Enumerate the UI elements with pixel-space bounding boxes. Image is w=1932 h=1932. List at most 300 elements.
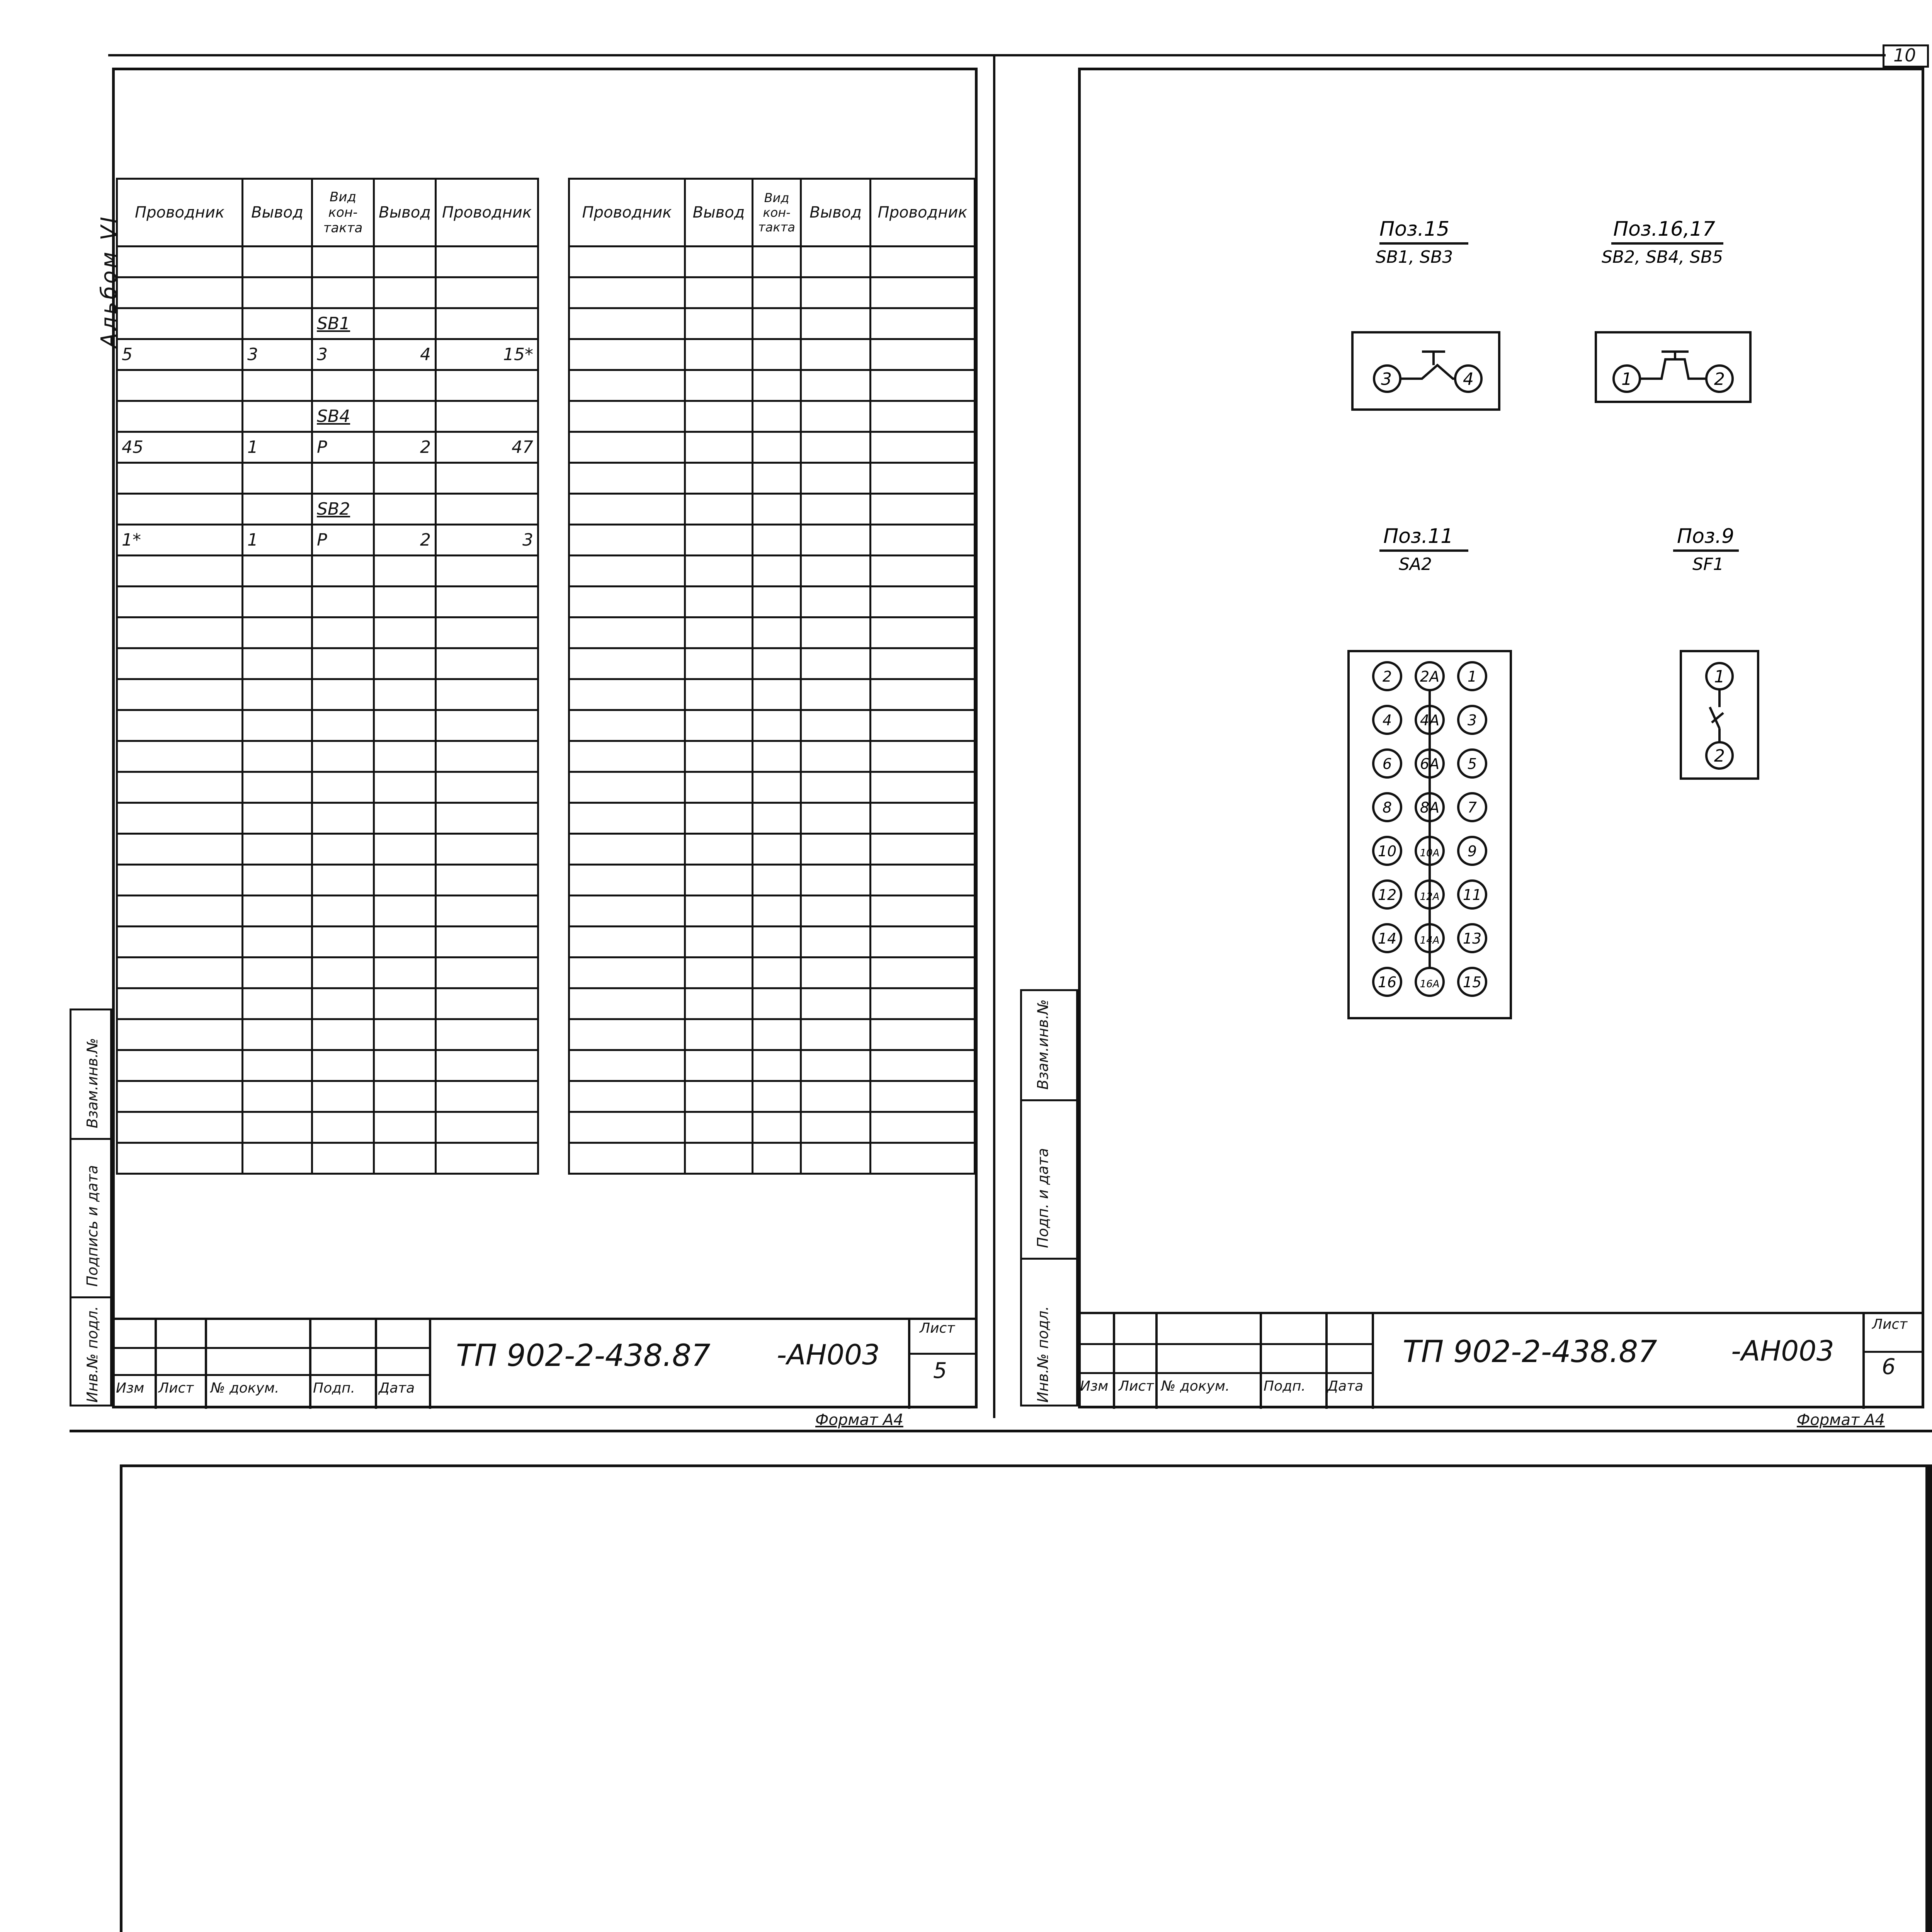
table-cell: SB2: [312, 494, 374, 525]
table-cell: [243, 1112, 312, 1143]
table-cell: [871, 556, 975, 587]
table-cell: [801, 865, 871, 896]
table-cell: [436, 803, 538, 834]
table-cell: [312, 1112, 374, 1143]
table-cell: [243, 401, 312, 432]
table-cell: [117, 927, 243, 957]
pos15-terminal-a: 3: [1381, 369, 1392, 389]
table-cell: [117, 401, 243, 432]
table-row: [117, 803, 538, 834]
table-row: [569, 494, 975, 525]
pos9-terminal-b: 2: [1714, 746, 1725, 766]
terminal-label: 6А: [1420, 755, 1440, 772]
table-cell: [569, 308, 685, 339]
stamp-inv-no: Инв.№ подл.: [84, 1306, 101, 1403]
terminal-label: 3: [1467, 712, 1477, 729]
table-cell: [801, 432, 871, 463]
table-cell: 47: [436, 432, 538, 463]
table-cell: [117, 988, 243, 1019]
table-cell: [685, 277, 753, 308]
table-cell: 1*: [117, 525, 243, 556]
table-cell: [871, 896, 975, 927]
table-cell: [569, 617, 685, 648]
table-cell: [685, 1112, 753, 1143]
table-cell: [569, 1143, 685, 1174]
table-row: [569, 587, 975, 617]
table-cell: [243, 247, 312, 277]
table-cell: [685, 741, 753, 772]
table-row: [569, 957, 975, 988]
terminal-label: 6: [1382, 755, 1392, 772]
table-row: [117, 1112, 538, 1143]
table-cell: [117, 1019, 243, 1050]
table-cell: [801, 401, 871, 432]
table-cell: [753, 339, 801, 370]
table-cell: [374, 648, 436, 679]
table-cell: [569, 277, 685, 308]
component-diagrams: [1082, 193, 1920, 991]
table-cell: [243, 308, 312, 339]
table-cell: [312, 556, 374, 587]
doc-code-right: -АН003: [1731, 1335, 1834, 1367]
table-cell: [117, 896, 243, 927]
table-cell: [569, 988, 685, 1019]
table-cell: [685, 1143, 753, 1174]
terminal-label: 7: [1467, 799, 1477, 816]
table-cell: [117, 865, 243, 896]
table-cell: [117, 277, 243, 308]
table-cell: [753, 927, 801, 957]
table-cell: [801, 556, 871, 587]
table-cell: [753, 494, 801, 525]
table-cell: [753, 834, 801, 865]
terminal-label: 8: [1382, 799, 1392, 816]
pos9-title: Поз.9: [1677, 525, 1735, 548]
header-contact-type: Вид кон- такта: [312, 179, 374, 247]
table-cell: [312, 648, 374, 679]
table-cell: [871, 1019, 975, 1050]
table-cell: [374, 772, 436, 803]
table-cell: [569, 741, 685, 772]
table-cell: [801, 679, 871, 710]
table-cell: [685, 494, 753, 525]
table-cell: [801, 463, 871, 494]
table-cell: [871, 277, 975, 308]
pos15-title: Поз.15: [1379, 218, 1450, 241]
table-cell: [117, 741, 243, 772]
table-cell: [243, 927, 312, 957]
table-cell: [753, 617, 801, 648]
table-cell: [801, 339, 871, 370]
table-cell: [374, 710, 436, 741]
table-cell: [117, 494, 243, 525]
table-cell: [685, 896, 753, 927]
table-row: [117, 494, 538, 525]
table-cell: [374, 679, 436, 710]
table-cell: 5: [117, 339, 243, 370]
table-cell: [569, 247, 685, 277]
table-cell: 4: [374, 339, 436, 370]
stamp-signature-date-right: Подп. и дата: [1034, 1148, 1051, 1248]
table-cell: [753, 741, 801, 772]
col-list: Лист: [158, 1380, 194, 1396]
table-cell: [374, 401, 436, 432]
table-cell: [243, 494, 312, 525]
table-cell: [436, 1143, 538, 1174]
header-conductor: Проводник: [871, 179, 975, 247]
table-cell: [374, 617, 436, 648]
table-cell: [871, 710, 975, 741]
table-cell: [871, 988, 975, 1019]
table-cell: [871, 463, 975, 494]
table-cell: [117, 308, 243, 339]
pos16-title: Поз.16,17: [1613, 218, 1715, 241]
table-cell: [569, 556, 685, 587]
terminal-label: 16: [1378, 974, 1397, 991]
table-cell: [871, 401, 975, 432]
terminal-label: 2А: [1420, 668, 1440, 685]
terminal-label: 1: [1467, 668, 1477, 685]
table-cell: [243, 834, 312, 865]
header-conductor: Проводник: [117, 179, 243, 247]
stamp-signature-date: Подпись и дата: [84, 1165, 101, 1287]
terminal-label: 16А: [1420, 978, 1440, 990]
terminal-label: 15: [1463, 974, 1482, 991]
table-cell: [312, 370, 374, 401]
table-cell: [753, 1081, 801, 1112]
table-cell: 3: [243, 339, 312, 370]
table-cell: [801, 525, 871, 556]
table-cell: [117, 648, 243, 679]
sheet-label-right: Лист: [1872, 1316, 1908, 1332]
table-cell: [117, 370, 243, 401]
table-cell: [685, 308, 753, 339]
table-row: [569, 308, 975, 339]
table-row: [569, 401, 975, 432]
table-cell: [243, 648, 312, 679]
table-cell: SB4: [312, 401, 374, 432]
table-cell: [569, 679, 685, 710]
pos16-terminal-b: 2: [1714, 369, 1725, 389]
table-cell: [569, 1050, 685, 1081]
pos15-sub: SB1, SB3: [1376, 247, 1453, 267]
table-cell: 15*: [436, 339, 538, 370]
table-cell: [436, 648, 538, 679]
terminal-label: 13: [1463, 930, 1482, 947]
table-cell: [871, 865, 975, 896]
table-cell: [312, 896, 374, 927]
table-row: [117, 525, 538, 556]
table-cell: [753, 370, 801, 401]
left-connection-table: [116, 178, 539, 1175]
table-row: [569, 803, 975, 834]
table-cell: [685, 463, 753, 494]
table-cell: [436, 617, 538, 648]
table-cell: [753, 556, 801, 587]
table-cell: [374, 957, 436, 988]
table-cell: [801, 277, 871, 308]
table-cell: [569, 803, 685, 834]
table-cell: [871, 494, 975, 525]
table-row: [569, 247, 975, 277]
table-row: [117, 339, 538, 370]
table-row: [117, 277, 538, 308]
bottom-sheet-frame: [120, 1464, 1928, 1932]
table-cell: [312, 617, 374, 648]
sheet-number-top: 10: [1893, 45, 1916, 66]
table-cell: [374, 865, 436, 896]
table-cell: [312, 679, 374, 710]
table-row: [569, 1019, 975, 1050]
top-rule: [108, 54, 1886, 56]
table-cell: 3: [436, 525, 538, 556]
table-cell: [312, 277, 374, 308]
table-cell: [436, 1081, 538, 1112]
table-cell: [374, 1019, 436, 1050]
col-doc-no: № докум.: [211, 1380, 279, 1396]
designation-right: ТП 902-2-438.87: [1403, 1335, 1657, 1369]
table-cell: [753, 988, 801, 1019]
terminal-label: 5: [1467, 755, 1477, 772]
table-cell: 1: [243, 432, 312, 463]
table-row: [569, 772, 975, 803]
table-row: [117, 741, 538, 772]
table-cell: [753, 957, 801, 988]
table-cell: [753, 679, 801, 710]
col-izm-right: Изм: [1080, 1378, 1109, 1394]
table-cell: [117, 772, 243, 803]
table-cell: [243, 957, 312, 988]
table-cell: [312, 1050, 374, 1081]
table-cell: [801, 617, 871, 648]
table-cell: [801, 927, 871, 957]
table-row: [569, 741, 975, 772]
terminal-label: 10А: [1420, 847, 1440, 859]
middle-rule: [70, 1430, 1932, 1432]
table-cell: 2: [374, 525, 436, 556]
table-row: [569, 556, 975, 587]
table-cell: [871, 308, 975, 339]
table-cell: [374, 308, 436, 339]
terminal-label: 14: [1378, 930, 1397, 947]
table-cell: [801, 957, 871, 988]
stamp-inv-no-right: Инв.№ подл.: [1034, 1306, 1051, 1403]
table-cell: [871, 957, 975, 988]
table-cell: [801, 494, 871, 525]
table-cell: [436, 247, 538, 277]
table-cell: [243, 772, 312, 803]
table-cell: [312, 1019, 374, 1050]
terminal-label: 9: [1467, 843, 1477, 860]
table-cell: [871, 370, 975, 401]
table-row: [117, 988, 538, 1019]
sheet-no: 5: [933, 1358, 947, 1383]
table-row: [569, 679, 975, 710]
table-cell: [685, 679, 753, 710]
table-cell: [436, 308, 538, 339]
table-cell: [312, 834, 374, 865]
header-contact-type: Вид кон- такта: [753, 179, 801, 247]
table-row: [569, 370, 975, 401]
table-cell: [753, 865, 801, 896]
pos16-sub: SB2, SB4, SB5: [1602, 247, 1723, 267]
table-cell: [569, 1019, 685, 1050]
table-cell: [312, 865, 374, 896]
table-cell: [569, 432, 685, 463]
table-cell: [374, 803, 436, 834]
table-cell: [374, 927, 436, 957]
terminal-label: 2: [1382, 668, 1392, 685]
table-cell: [685, 1050, 753, 1081]
table-cell: [312, 988, 374, 1019]
table-cell: [685, 401, 753, 432]
table-cell: [801, 648, 871, 679]
table-cell: [871, 1050, 975, 1081]
table-cell: [801, 1019, 871, 1050]
table-cell: [374, 896, 436, 927]
designation: ТП 902-2-438.87: [456, 1338, 711, 1373]
table-cell: [569, 1081, 685, 1112]
table-row: [569, 896, 975, 927]
table-cell: [685, 988, 753, 1019]
table-cell: [312, 587, 374, 617]
table-cell: [312, 247, 374, 277]
table-cell: [685, 617, 753, 648]
table-cell: [312, 957, 374, 988]
table-row: [117, 587, 538, 617]
bottom-sheet-edge: [1928, 1464, 1932, 1932]
pos11-sub: SA2: [1399, 554, 1432, 574]
table-row: [569, 463, 975, 494]
table-cell: [436, 957, 538, 988]
table-cell: [117, 463, 243, 494]
table-cell: [801, 370, 871, 401]
pos9-terminal-a: 1: [1714, 667, 1725, 687]
table-cell: [685, 865, 753, 896]
table-row: [117, 957, 538, 988]
doc-code: -АН003: [777, 1338, 880, 1371]
table-cell: [685, 1081, 753, 1112]
table-cell: [685, 1019, 753, 1050]
header-conductor: Проводник: [569, 179, 685, 247]
table-row: [569, 834, 975, 865]
table-cell: 2: [374, 432, 436, 463]
table-cell: [753, 1050, 801, 1081]
table-cell: [117, 1050, 243, 1081]
col-izm: Изм: [116, 1380, 145, 1396]
table-cell: 3: [312, 339, 374, 370]
table-cell: [436, 679, 538, 710]
table-cell: [753, 772, 801, 803]
table-cell: [801, 803, 871, 834]
terminal-label: 12А: [1420, 891, 1440, 903]
table-cell: [436, 865, 538, 896]
table-cell: [801, 772, 871, 803]
table-row: [117, 1143, 538, 1174]
table-cell: [117, 1112, 243, 1143]
table-cell: [117, 247, 243, 277]
stamp-replaced-inv-right: Взам.инв.№: [1034, 999, 1051, 1090]
table-row: [569, 865, 975, 896]
pos15-terminal-b: 4: [1463, 369, 1474, 389]
header-terminal: Вывод: [685, 179, 753, 247]
table-cell: [243, 803, 312, 834]
pos16-terminal-a: 1: [1621, 369, 1632, 389]
table-cell: [312, 710, 374, 741]
table-row: [117, 370, 538, 401]
terminal-label: 4А: [1420, 712, 1440, 729]
table-cell: [374, 587, 436, 617]
table-cell: [374, 370, 436, 401]
table-cell: [243, 370, 312, 401]
table-row: [117, 772, 538, 803]
table-row: [569, 525, 975, 556]
table-cell: Р: [312, 432, 374, 463]
table-cell: [753, 587, 801, 617]
table-cell: [569, 710, 685, 741]
table-cell: [243, 865, 312, 896]
table-cell: [871, 617, 975, 648]
table-cell: [436, 988, 538, 1019]
table-cell: [871, 432, 975, 463]
table-cell: [117, 556, 243, 587]
table-cell: [801, 1081, 871, 1112]
table-cell: [569, 463, 685, 494]
header-terminal: Вывод: [801, 179, 871, 247]
table-cell: SB1: [312, 308, 374, 339]
table-cell: [374, 834, 436, 865]
center-divider: [993, 54, 995, 1418]
table-row: [569, 432, 975, 463]
header-terminal: Вывод: [374, 179, 436, 247]
table-cell: [243, 988, 312, 1019]
table-cell: [436, 896, 538, 927]
table-cell: [871, 587, 975, 617]
table-cell: [569, 587, 685, 617]
table-cell: [569, 648, 685, 679]
table-cell: [871, 525, 975, 556]
terminal-label: 10: [1378, 843, 1397, 860]
table-row: [117, 617, 538, 648]
table-cell: [569, 494, 685, 525]
table-cell: [243, 896, 312, 927]
table-cell: [312, 463, 374, 494]
table-cell: [801, 247, 871, 277]
table-row: [117, 432, 538, 463]
sheet-label: Лист: [920, 1320, 955, 1336]
table-cell: [569, 525, 685, 556]
table-row: [117, 648, 538, 679]
table-cell: [243, 277, 312, 308]
table-cell: [569, 927, 685, 957]
table-cell: [374, 247, 436, 277]
table-cell: [374, 1081, 436, 1112]
table-row: [117, 896, 538, 927]
table-cell: [801, 710, 871, 741]
table-cell: [685, 525, 753, 556]
table-cell: [753, 896, 801, 927]
table-cell: [312, 803, 374, 834]
table-cell: [243, 1081, 312, 1112]
album-label: Альбом VI: [97, 214, 122, 348]
table-cell: [685, 803, 753, 834]
format-label: Формат А4: [815, 1411, 903, 1429]
table-cell: [685, 927, 753, 957]
table-cell: [436, 401, 538, 432]
col-date-right: Дата: [1327, 1378, 1364, 1394]
table-cell: [436, 277, 538, 308]
table-cell: [871, 772, 975, 803]
